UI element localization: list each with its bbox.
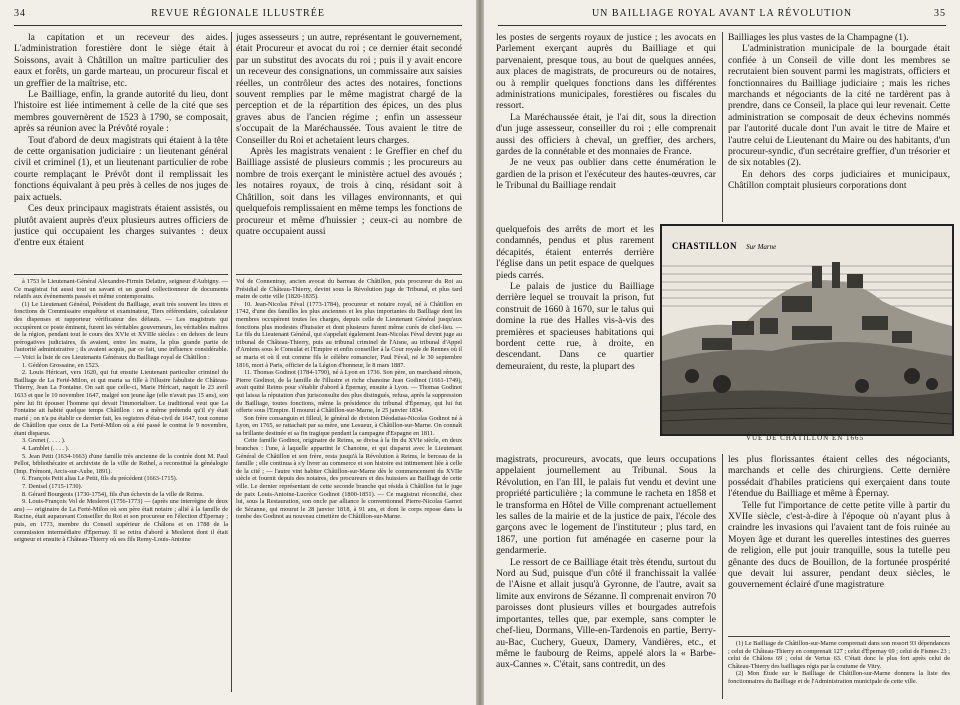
header-rule-left bbox=[14, 25, 462, 26]
paragraph: Le Bailliage, enfin, la grande autorité du lieu, dont l'histoire est liée intimement à celle de la cité que ses membres gouvernèrent de 1523 à 1790, se composait, après sa réunion avec la Prévôté royale : bbox=[14, 89, 228, 135]
right-page bbox=[484, 0, 960, 705]
engraving-drawing bbox=[662, 226, 952, 434]
paragraph: magistrats, procureurs, avocats, que leurs occupations appelaient journellement au Tribunal. Sous la Révolution, en l'an III, le palais fut vendu et devint une propriété particulière ; la commune le racheta en 1858 et le transforma en Hôtel de Ville comprenant actuellement les salles de la mairie et de la justice de paix, l'école des garçons avec le logement de l'instituteur ; plus tard, en 1867, une portion fut aménagée en caserne pour la gendarmerie. bbox=[496, 454, 716, 557]
left-col2-body bbox=[236, 32, 462, 270]
footnote: Vol de Connentray, ancien avocat du barreau de Châtillon, puis procureur du Roi au Présidial de Château-Thierry, devint sous la Révolution juge de Tribunal, et plus tard maire de cette ville (1820-1835). bbox=[236, 278, 462, 301]
footnote: 8. Gérard Bourgeois (1730-1754), fils d'un échevin de la ville de Reims. bbox=[22, 490, 204, 498]
left-col1-footnotes bbox=[14, 278, 228, 698]
running-head-left: REVUE RÉGIONALE ILLUSTRÉE bbox=[151, 8, 325, 19]
right-col1-body-bottom bbox=[496, 454, 716, 699]
footnote: 9. Louis-François Vol de Meslerot (1756-1773) — (après une interrègne de deux ans) — originaire de La Ferté-Milon où son père était notaire ; allié à la famille de Racine, était auparavant Conseiller du Roi et son procureur en l'élection d'Épernay ; puis, en 1773, membre du Conseil supérieur de Châlons et en 1788 de la commission intermédiaire d'Épernay. Il se retira d'abord à Meslerot dont il était seigneur et ensuite à Château-Thierry où ses fils Remy-Louis-Antoine bbox=[14, 498, 228, 544]
footnote: à 1753 le Lieutenant-Général Alexandre-Firmin Delattre, seigneur d'Aubigny. — Ce magistrat fut aussi tout un savant et un grand collectionneur de documents relatifs aux événements passés et même contemporains. bbox=[14, 278, 228, 301]
paragraph: Tout d'abord de deux magistrats qui étaient à la tête de cette organisation judiciaire : un lieutenant général civil et criminel (1), et un lieutenant particulier de robe courte remplaçant le Prévôt dont il remplissait les fonctions équivalant à peu près à celles de nos juges de paix actuels. bbox=[14, 134, 228, 203]
column-divider bbox=[722, 32, 723, 222]
left-col2-footnotes bbox=[236, 278, 462, 698]
paragraph: Le palais de justice du Bailliage derrière lequel se trouvait la prison, fut construit de 1660 à 1670, sur le talus qui domine la rue des Halles vis-à-vis des premières et spacieuses habitations qui bordent cette rue, à droite, en descendant. Dans ce quartier demeuraient, du reste, la plupart des bbox=[496, 281, 654, 372]
column-divider bbox=[722, 454, 723, 699]
footnote: Son frère consanguin et filleul, le général de division Déodatias-Nicolas Godinot né à Lyon, en 1765, se rattachait par sa mère, une Lesueur, à Châtillon-sur-Marne. On connaît sa brillante destinée et sa fin tragique pendant la campagne d'Espagne en 1811. bbox=[236, 414, 462, 437]
paragraph: Après les magistrats venaient : le Greffier en chef du Bailliage assisté de plusieurs commis ; les procureurs au nombre de trois exerçant le ministère actuel des avoués ; les notaires royaux, de trois à cinq, résidant soit à Châtillon, soit dans les villages environnants, et qui quelquefois remplissaient en même temps les fonctions de procureur et même d'huissier ; ceux-ci au nombre de quatre occupaient aussi bbox=[236, 146, 462, 237]
chatillon-engraving bbox=[660, 224, 954, 436]
paragraph: les postes de sergents royaux de justice ; les avocats en Parlement exerçant auprès du Bailliage et qui parvenaient, presque tous, au bout de quelques années, aux places de magistrats, de procureurs ou de notaires, ou à remplir quelques fonctions dans les différentes administrations municipales, forestières ou fiscales du ressort. bbox=[496, 32, 716, 112]
paragraph: Ces deux principaux magistrats étaient assistés, ou plutôt avaient auprès d'eux plusieurs autres officiers de justice qui occupaient les charges suivantes : deux d'entre eux étaient bbox=[14, 203, 228, 249]
right-col2-body-bottom bbox=[728, 454, 950, 630]
engraving-title-sub: Sur Marne bbox=[746, 243, 777, 251]
right-col1-body-narrow bbox=[496, 224, 654, 452]
paragraph: quelquefois des arrêts de mort et les condamnés, pendus et plus rarement décapités, étaient enterrés derrière l'église dans un petit espace de quelques pieds carrés. bbox=[496, 224, 654, 281]
footnote-rule bbox=[14, 274, 228, 275]
footnote: 11. Thomas Godinot (1784-1790), né à Lyon en 1736. Son père, un marchand rémois, Pierre Godinot, de la famille de l'illustre et riche chanoine Jean Godinot (1661-1749), avait quitté Reims pour s'établir d'abord à Épernay, ensuite à Lyon. — Thomas Godinot qui laissa la réputation d'un jurisconsulte des plus distingués, refusa, après la suppression du Bailliage, toutes fonctions, même la présidence du tribunal d'Épernay, qui lui fut offerte sous l'Empire. Il mourut à Châtillon-sur-Marne, le 25 janvier 1834. bbox=[236, 369, 462, 415]
left-col1-body bbox=[14, 32, 228, 270]
footnote-rule bbox=[728, 636, 950, 637]
footnote: 5. Jean Petit (1634-1663) d'une famille très ancienne de la contrée dont M. Paul Pellot, bibliothécaire et archiviste de la ville de Rethel, a reconstitué la généalogie (Imp. Frémont, Arcis-sur-Aube, 1891). bbox=[14, 452, 228, 475]
paragraph: la capitation et un receveur des aides. L'administration forestière dont le siège était à Soissons, avait à Châtillon un maître particulier des eaux et forêts, un garde marteau, un procureur fiscal et un greffier de la maîtrise, etc. bbox=[14, 32, 228, 89]
page-number-right: 35 bbox=[934, 8, 946, 19]
paragraph: L'administration municipale de la bourgade était confiée à un Conseil de ville dont les membres se recrutaient bien souvent parmi les magistrats, officiers et fonctionnaires du Bailliage judiciaire ; mais les riches marchands et négociants de la cité ne tardèrent pas à prendre, dans ce Conseil, la place qui leur revenait. Cette administration se composait de deux échevins nommés par l'autorité ducale dont l'un avait le titre de Maire et l'autre celui de Lieutenant du Maire ou des habitants, d'un procureur-syndic, d'un secrétaire greffier, d'un trésorier et de six notables (2). bbox=[728, 43, 950, 169]
engraving-title bbox=[672, 234, 776, 253]
footnote: 4. Lamblet (. . . . ). bbox=[22, 445, 70, 453]
footnote: (1) Le Lieutenant Général, Président du Bailliage, avait très souvent les titres et fonctions de Commissaire enquêteur et examinateur, Tiers référendaire, calculateur des dispenses et rapporteur vérificateur des défauts. — Les magistrats qui occupèrent ce poste éminent, furent les véritables gouverneurs, les véritables maîtres de la région, pendant tout le cours des XVIe et XVIIIe siècles : en dehors de leurs prérogatives judiciaires, ils avaient, entre les mains, la plus grande partie de l'autorité administrative ; ils avaient acquis, par ce fait, une influence considérable. — Voici la liste de ces Lieutenants Généraux du Bailliage royal de Châtillon : bbox=[14, 300, 228, 361]
footnote: 7. Denisel (1715-1730). bbox=[22, 483, 83, 491]
footnote: 1. Gédéon Grossaine, en 1523. bbox=[22, 361, 100, 369]
engraving-title-main: CHASTILLON bbox=[672, 241, 738, 251]
footnote: (1) Le Bailliage de Châtillon-sur-Marne comprenait dans son ressort 93 dépendances ; celui de Château-Thierry en comprenait 127 ; celui d'Épernay 69 ; celui de Fismes 23 ; celui de Châlons 69 ; celui de Vertus 63. C'était donc le plus fort après celui de Château-Thierry des bailliages régis par la coutume de Vitry. bbox=[728, 640, 950, 670]
paragraph: La Maréchaussée était, je l'ai dit, sous la direction d'un juge assesseur, conseiller du roi ; elle comprenait aussi des officiers à cheval, un greffier, des archers, gardes de la connétable et des monnaies de France. bbox=[496, 111, 716, 158]
left-running-header bbox=[14, 8, 462, 24]
paragraph: En dehors des corps judiciaires et municipaux, Châtillon comptait plusieurs corporations dont bbox=[728, 168, 950, 192]
left-page bbox=[0, 0, 476, 705]
right-running-header bbox=[498, 8, 946, 24]
footnote: 3. Grenet (. . . . ). bbox=[22, 437, 66, 445]
engraving-caption: VUE DE CHÂTILLON EN 1665 bbox=[745, 434, 865, 442]
paragraph: Le ressort de ce Bailliage était très étendu, surtout du Nord au Sud, puisque d'un côté il franchissait la vallée de l'Aisne et allait jusqu'à Gyronne, de l'autre, avait sa limite aux environs de Sézanne. Il comprenait environ 70 paroisses dont plusieurs villes et bourgades autrefois importantes, telles que, par exemple, sans compter le chef-lieu, Dormans, Ville-en-Tardenois en partie, Berry-au-Bac, Cuchery, Gueux, Damery, Vandières, etc., et même le faubourg de Reims, appelé alors la « Barbe-aux-Cannes ». C'était, sans contredit, un des bbox=[496, 556, 716, 671]
paragraph: les plus florissantes étaient celles des négociants, marchands et celle des chirurgiens. Cette dernière possédait d'habiles praticiens qui exerçaient dans toute l'étendue du Bailliage et même à Épernay. bbox=[728, 454, 950, 500]
footnote: 6. François Petit alias Le Petit, fils du précédent (1663-1715). bbox=[22, 475, 178, 483]
footnote: Cette famille Godinot, originaire de Reims, se divisa à la fin du XVIe siècle, en deux branches : l'une, à laquelle appartint le Chanoine, et qui disparut avec le Lieutenant Général de Châtillon et son frère, resta jusqu'à la Révolution à Reims, le berceau de la famille ; elle continua à s'y livrer au commerce et son histoire est intimement liée à celle de la cité ; — l'autre vint habiter Châtillon-sur-Marne dès le commencement du XVIIe siècle et fournit depuis des notaires, des procureurs et des huissiers au Bailliage de cette ville. Le dernier représentant de cette seconde branche qui résida à Châtillon fut le juge de paix Louis-Antoine-Lucrèce Godinot (1800-1851). — Ce magistrat réconcilié, chez lui, sous la Restauration, son oncle par alliance le conventionnel Pierre-Nicolas Garnot de Sézanne, qui mourut le 28 janvier 1818, à 91 ans, et dont le corps repose dans la tombe des Godinot au nouveau cimetière de Châtillon-sur-Marne. bbox=[236, 437, 462, 521]
header-rule-right bbox=[498, 25, 946, 26]
right-col2-footnotes bbox=[728, 640, 950, 700]
column-divider bbox=[231, 32, 232, 692]
paragraph: Telle fut l'importance de cette petite ville à partir du XVIIe siècle, c'est-à-dire à l'époque où n'ayant plus à craindre les invasions qui l'avaient tant de fois ruinée au Moyen âge et durant les querelles intestines des guerres de religion, elle put jouir tranquille, sous la tutelle peu gênante des ducs de Bouillon, de la fortunée prospérité que devait lui assurer, pendant deux siècles, le gouvernement éclairé d'une magistrature bbox=[728, 499, 950, 591]
book-gutter bbox=[476, 0, 484, 705]
right-col1-body-top bbox=[496, 32, 716, 222]
paragraph: Je ne veux pas oublier dans cette énumération le gardien de la prison et l'exécuteur des hautes-œuvres, car le Tribunal du Bailliage rendait bbox=[496, 157, 716, 192]
running-head-right: UN BAILLIAGE ROYAL AVANT LA RÉVOLUTION bbox=[591, 8, 853, 19]
footnote: 10. Jean-Nicolas Féval (1773-1784), procureur et notaire royal, né à Châtillon en 1742, d'une des familles les plus anciennes et les plus importantes du Bailliage dont les membres occupèrent toutes les charges, depuis celle de Lieutenant Général jusqu'aux fonctions plus modestes d'huissier et dont plusieurs furent même curés de chef-lieu. — Le fils du Lieutenant Général, qui s'appelait également Jean-Nicolas Féval devint juge au tribunal de Château-Thierry, puis au tribunal criminel de l'Aisne, au tribunal d'Appel d'Amiens sous le Consulat et l'Empire et enfin conseiller à la Cour royale de Rennes où il se maria et où il eut comme fils le célèbre romancier, Paul Féval, né le 30 septembre 1816, mort à Paris, officier de la Légion d'honneur, le 8 mars 1887. bbox=[236, 300, 462, 369]
paragraph: Bailliages les plus vastes de la Champagne (1). bbox=[728, 32, 909, 43]
footnote: 2. Louis Héricart, vers 1620, qui fut ensuite Lieutenant particulier criminel du Bailliage de La Ferté-Milon, et qui maria sa fille à l'illustre fabuliste de Château-Thierry, Jean La Fontaine. On sait que celle-ci, Marie Héricart, naquit le 23 avril 1633 et que le 10 novembre 1647, malgré son jeune âge (elle n'avait pas 15 ans), son père lui fit épouser l'homme qui devait l'immortaliser. Le traditional veut que La Fontaine ait habité quelque temps Châtillon : on a même prétendu qu'il s'y était marié ; on n'a pu établir ce dernier fait, les registres d'état-civil de 1647, tout comme de Châtillon que ceux de La Ferté-Milon où a été passé le contrat le 9 novembre, étant disparus. bbox=[14, 369, 228, 437]
footnote-rule bbox=[236, 274, 462, 275]
page-number-left: 34 bbox=[14, 8, 26, 19]
paragraph: juges assesseurs ; un autre, représentant le gouvernement, était Procureur et avocat du roi ; ce dernier était secondé par un substitut des avocats du roi ; puis il y avait encore un receveur des consignations, un commissaire aux saisies réelles, un contrôleur des actes des notaires, fonctions souvent remplies par le même magistrat chargé de la perception et de la répartition des épices, un des plus graves abus de l'ancien régime ; enfin un assesseur s'occupait de la Maréchaussée. Tous avaient le titre de Conseiller du Roi et achetaient leurs charges. bbox=[236, 32, 462, 146]
right-col2-body-top bbox=[728, 32, 950, 222]
footnote: (2) Mon Étude sur le Bailliage de Châtillon-sur-Marne donnera la liste des fonctionnaires du Bailliage et de l'Administration municipale de cette ville. bbox=[728, 670, 950, 685]
